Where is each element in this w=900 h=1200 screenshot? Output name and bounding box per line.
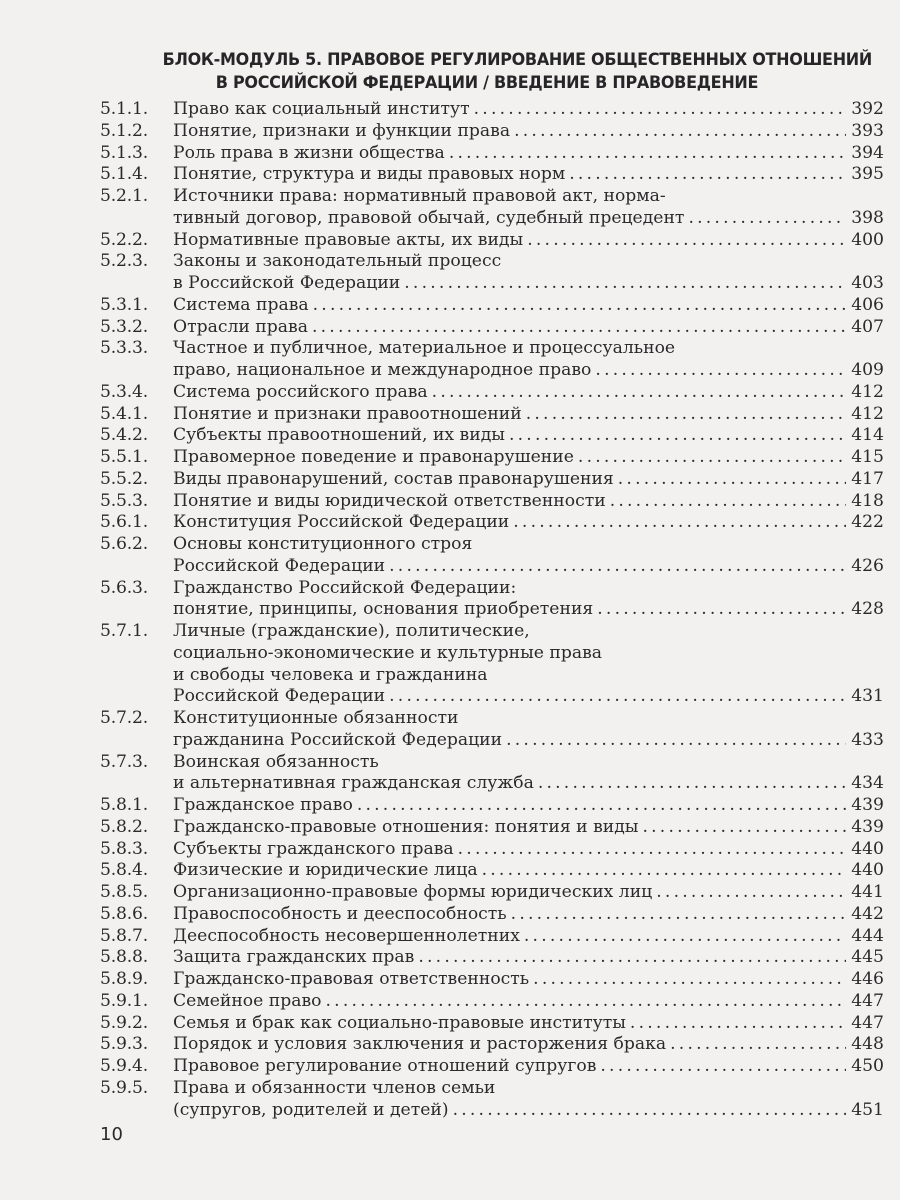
toc-entry-page: 434 xyxy=(851,773,884,794)
toc-entry[interactable] xyxy=(100,404,884,426)
dot-leader xyxy=(474,99,846,121)
toc-entry-page: 441 xyxy=(851,882,884,902)
dot-leader xyxy=(578,447,846,469)
toc-entry[interactable] xyxy=(100,904,884,926)
toc-entry-page: 428 xyxy=(851,599,884,620)
toc-entry-title-line: Гражданско-правовые отношения: понятия и виды xyxy=(173,816,639,837)
toc-entry-page: 445 xyxy=(851,947,884,968)
toc-entry-title xyxy=(173,621,884,708)
toc-entry-title-line: социально-экономические и культурные права xyxy=(173,642,603,663)
toc-entry-page: 426 xyxy=(851,555,884,576)
toc-entry-title-line: Гражданско-правовая ответственность xyxy=(173,969,530,989)
toc-entry[interactable] xyxy=(100,251,884,295)
toc-entry-number: 5.2.3. xyxy=(100,251,148,272)
toc-entry-page: 447 xyxy=(851,1012,884,1033)
toc-entry-title-line: в Российской Федерации xyxy=(173,273,401,293)
toc-entry-title-line: Отрасли права xyxy=(173,316,308,337)
toc-entry-title-line: Гражданство Российской Федерации: xyxy=(173,577,517,598)
toc-entry[interactable] xyxy=(100,317,884,339)
toc-entry[interactable] xyxy=(100,1078,884,1122)
dot-leader xyxy=(404,273,846,295)
dot-leader xyxy=(670,1034,846,1056)
toc-entry-title-line: тивный договор, правовой обычай, судебный прецедент xyxy=(173,207,685,228)
toc-entry-title-line: Личные (гражданские), политические, xyxy=(173,621,530,641)
toc-entry-page: 444 xyxy=(851,925,884,946)
toc-entry-page: 406 xyxy=(851,294,884,315)
toc-entry-page: 393 xyxy=(851,120,884,141)
toc-entry[interactable] xyxy=(100,164,884,186)
toc-entry-title xyxy=(173,425,884,447)
toc-entry[interactable] xyxy=(100,795,884,817)
toc-entry-number: 5.3.2. xyxy=(100,316,148,337)
toc-entry-number: 5.4.1. xyxy=(100,403,148,424)
toc-entry-title-line: Нормативные правовые акты, их виды xyxy=(173,229,524,250)
toc-entry-page: 398 xyxy=(851,207,884,228)
toc-entry-title xyxy=(173,882,884,904)
toc-entry[interactable] xyxy=(100,491,884,513)
dot-leader xyxy=(418,947,846,969)
dot-leader xyxy=(526,404,846,426)
toc-entry-number: 5.2.2. xyxy=(100,229,148,250)
dot-leader xyxy=(569,164,846,186)
toc-entry[interactable] xyxy=(100,121,884,143)
toc-entry-title xyxy=(173,817,884,839)
toc-entry-title-line: Источники права: нормативный правовой акт, норма- xyxy=(173,186,666,206)
toc-entry-number: 5.8.8. xyxy=(100,947,148,968)
toc-entry-title xyxy=(173,230,884,252)
toc-entry-number: 5.8.7. xyxy=(100,925,148,946)
dot-leader xyxy=(432,382,846,404)
toc-entry-title-line: Понятие, структура и виды правовых норм xyxy=(173,164,566,185)
toc-entry-title xyxy=(173,447,884,469)
toc-entry-number: 5.1.2. xyxy=(100,120,148,141)
toc-entry[interactable] xyxy=(100,382,884,404)
toc-entry-title xyxy=(173,534,884,578)
dot-leader xyxy=(527,230,846,252)
toc-entry-title-line: понятие, принципы, основания приобретения xyxy=(173,599,594,620)
dot-leader xyxy=(357,795,846,817)
dot-leader xyxy=(524,926,846,948)
toc-entry-title-line: Правомерное поведение и правонарушение xyxy=(173,447,574,467)
toc-entry-title xyxy=(173,251,884,295)
toc-entry-title-line: Система права xyxy=(173,294,309,315)
page-number: 10 xyxy=(100,1124,123,1145)
toc-entry[interactable] xyxy=(100,991,884,1013)
toc-entry-page: 400 xyxy=(851,229,884,250)
toc-entry[interactable] xyxy=(100,752,884,796)
toc-entry-page: 412 xyxy=(851,381,884,402)
toc-entry-title xyxy=(173,143,884,165)
toc-entry-title xyxy=(173,991,884,1013)
toc-entry-number: 5.9.3. xyxy=(100,1034,148,1055)
toc-entry-page: 417 xyxy=(851,468,884,489)
toc-entry-title xyxy=(173,795,884,817)
toc-entry-number: 5.8.1. xyxy=(100,795,148,815)
toc-entry-page: 407 xyxy=(851,316,884,337)
toc-entry[interactable] xyxy=(100,295,884,317)
toc-entry-title xyxy=(173,708,884,752)
toc-entry-page: 395 xyxy=(851,164,884,185)
toc-entry[interactable] xyxy=(100,708,884,752)
toc-entry-page: 415 xyxy=(851,447,884,467)
toc-entry-title-line: Понятие, признаки и функции права xyxy=(173,120,511,141)
toc-entry-number: 5.8.6. xyxy=(100,903,148,924)
toc-entry-page: 439 xyxy=(851,816,884,837)
toc-entry-number: 5.8.5. xyxy=(100,882,148,902)
toc-entry-title xyxy=(173,904,884,926)
toc-entry[interactable] xyxy=(100,839,884,861)
toc-entry-title-line: Понятие и признаки правоотношений xyxy=(173,403,522,424)
toc-entry-number: 5.4.2. xyxy=(100,425,148,446)
toc-entry-title-line: Права и обязанности членов семьи xyxy=(173,1077,496,1098)
toc-entry[interactable] xyxy=(100,1034,884,1056)
toc-entry[interactable] xyxy=(100,1056,884,1078)
toc-entry[interactable] xyxy=(100,469,884,491)
toc-entry-title-line: Право как социальный институт xyxy=(173,99,470,119)
toc-entry[interactable] xyxy=(100,947,884,969)
toc-entry-number: 5.7.2. xyxy=(100,708,148,728)
section-heading-line-2: В РОССИЙСКОЙ ФЕДЕРАЦИИ / ВВЕДЕНИЕ В ПРАВОВЕДЕНИЕ xyxy=(215,73,759,93)
toc-entry-page: 394 xyxy=(851,142,884,163)
toc-entry-title-line: Правоспособность и дееспособность xyxy=(173,903,507,924)
toc-entry[interactable] xyxy=(100,1013,884,1035)
toc-entry-number: 5.5.2. xyxy=(100,468,148,489)
toc-entry-page: 440 xyxy=(851,838,884,859)
toc-entry-number: 5.3.4. xyxy=(100,381,148,402)
dot-leader xyxy=(458,839,846,861)
dot-leader xyxy=(453,1100,846,1122)
toc-entry-title-line: и свободы человека и гражданина xyxy=(173,664,488,685)
dot-leader xyxy=(610,491,846,513)
toc-entry[interactable] xyxy=(100,186,884,230)
toc-entry[interactable] xyxy=(100,99,884,121)
toc-entry-title-line: гражданина Российской Федерации xyxy=(173,729,503,750)
toc-entry-page: 451 xyxy=(851,1099,884,1120)
toc-entry-page: 450 xyxy=(851,1056,884,1076)
toc-entry-page: 442 xyxy=(851,903,884,924)
dot-leader xyxy=(597,599,846,621)
dot-leader xyxy=(533,969,846,991)
toc-entry-title xyxy=(173,382,884,404)
toc-entry-number: 5.5.1. xyxy=(100,447,148,467)
toc-entry[interactable] xyxy=(100,882,884,904)
toc-entry-title-line: Основы конституционного строя xyxy=(173,534,473,554)
toc-entry-title xyxy=(173,317,884,339)
dot-leader xyxy=(630,1013,846,1035)
toc-entry[interactable] xyxy=(100,230,884,252)
toc-entry-title xyxy=(173,947,884,969)
toc-entry-title xyxy=(173,164,884,186)
toc-entry-title-line: Семейное право xyxy=(173,990,322,1011)
toc-entry[interactable] xyxy=(100,447,884,469)
toc-entry[interactable] xyxy=(100,534,884,578)
toc-entry[interactable] xyxy=(100,338,884,382)
toc-entry-page: 431 xyxy=(851,686,884,707)
dot-leader xyxy=(326,991,847,1013)
toc-entry-title-line: Система российского права xyxy=(173,381,428,402)
dot-leader xyxy=(509,425,846,447)
dot-leader xyxy=(595,360,846,382)
toc-entry-title xyxy=(173,512,884,534)
dot-leader xyxy=(506,730,846,752)
toc-entry-number: 5.6.2. xyxy=(100,534,148,554)
dot-leader xyxy=(514,121,846,143)
toc-entry-number: 5.7.1. xyxy=(100,621,148,641)
toc-entry-page: 409 xyxy=(851,360,884,380)
dot-leader xyxy=(642,817,846,839)
toc-entry-title xyxy=(173,1034,884,1056)
toc-entry-title xyxy=(173,295,884,317)
toc-entry-number: 5.9.5. xyxy=(100,1077,148,1098)
toc-entry-title-line: Виды правонарушений, состав правонарушения xyxy=(173,468,614,489)
toc-entry-number: 5.3.1. xyxy=(100,294,148,315)
dot-leader xyxy=(513,512,846,534)
toc-entry-title-line: Понятие и виды юридической ответственности xyxy=(173,490,606,511)
toc-entry-title xyxy=(173,578,884,622)
toc-entry-page: 414 xyxy=(851,425,884,446)
toc-entry-page: 392 xyxy=(851,99,884,119)
toc-entry-title-line: Субъекты гражданского права xyxy=(173,838,454,859)
dot-leader xyxy=(600,1056,846,1078)
toc-entry-title xyxy=(173,469,884,491)
toc-entry-title-line: Воинская обязанность xyxy=(173,751,379,772)
toc-entry-page: 403 xyxy=(851,273,884,293)
toc-entry-title-line: право, национальное и международное право xyxy=(173,360,592,380)
toc-entry[interactable] xyxy=(100,621,884,708)
toc-entry-page: 448 xyxy=(851,1034,884,1055)
dot-leader xyxy=(389,686,846,708)
toc-entry-page: 439 xyxy=(851,795,884,815)
toc-entry[interactable] xyxy=(100,143,884,165)
toc-entry-number: 5.9.1. xyxy=(100,990,148,1011)
toc-entry-title-line: Законы и законодательный процесс xyxy=(173,251,502,272)
toc-entry-number: 5.1.1. xyxy=(100,99,148,119)
toc-entry-title xyxy=(173,99,884,121)
toc-entry-title-line: и альтернативная гражданская служба xyxy=(173,773,534,794)
toc-entry-number: 5.9.4. xyxy=(100,1056,148,1076)
toc-entry-number: 5.8.9. xyxy=(100,969,148,989)
toc-entry-number: 5.8.2. xyxy=(100,816,148,837)
dot-leader xyxy=(389,556,846,578)
toc-entry-title-line: Гражданское право xyxy=(173,795,353,815)
dot-leader xyxy=(312,317,846,339)
toc-entry-title-line: Российской Федерации xyxy=(173,555,386,576)
toc-entry-title xyxy=(173,752,884,796)
toc-entry-title-line: Дееспособность несовершеннолетних xyxy=(173,925,520,946)
dot-leader xyxy=(313,295,846,317)
toc-entry-title-line: Конституционные обязанности xyxy=(173,708,459,728)
dot-leader xyxy=(538,773,846,795)
toc-entry-page: 446 xyxy=(851,969,884,989)
toc-entry-page: 447 xyxy=(851,990,884,1011)
toc-entry-title-line: (супругов, родителей и детей) xyxy=(173,1099,449,1120)
toc-entry-title-line: Правовое регулирование отношений супругов xyxy=(173,1056,597,1076)
toc-entry-title xyxy=(173,926,884,948)
toc-entry-title xyxy=(173,338,884,382)
dot-leader xyxy=(656,882,846,904)
toc-entry-number: 5.3.3. xyxy=(100,338,148,359)
toc-entry-number: 5.9.2. xyxy=(100,1012,148,1033)
toc-entry-title xyxy=(173,1078,884,1122)
dot-leader xyxy=(688,208,846,230)
toc-entry-title-line: Защита гражданских прав xyxy=(173,947,415,968)
toc-entry-number: 5.2.1. xyxy=(100,186,148,206)
toc-entry-title-line: Организационно-правовые формы юридических лиц xyxy=(173,882,653,902)
toc-entry-title xyxy=(173,1056,884,1078)
toc-entry[interactable] xyxy=(100,926,884,948)
dot-leader xyxy=(511,904,846,926)
toc-entry-number: 5.5.3. xyxy=(100,490,148,511)
toc-entry-page: 422 xyxy=(851,512,884,533)
toc-entry-number: 5.7.3. xyxy=(100,751,148,772)
toc-entry-title xyxy=(173,969,884,991)
toc-entry-title-line: Семья и брак как социально-правовые институты xyxy=(173,1012,626,1033)
toc-entry[interactable] xyxy=(100,425,884,447)
toc-entry-number: 5.8.4. xyxy=(100,860,148,881)
dot-leader xyxy=(449,143,846,165)
toc-entry-number: 5.1.3. xyxy=(100,142,148,163)
toc-entry-page: 418 xyxy=(851,490,884,511)
dot-leader xyxy=(482,860,846,882)
toc-entry-title xyxy=(173,121,884,143)
section-heading xyxy=(135,49,872,95)
toc-entry[interactable] xyxy=(100,860,884,882)
toc-entry-title-line: Российской Федерации xyxy=(173,686,386,707)
toc-entry-page: 412 xyxy=(851,403,884,424)
toc-entry-title-line: Роль права в жизни общества xyxy=(173,142,445,163)
toc-entry-page: 433 xyxy=(851,729,884,750)
toc-entry-title xyxy=(173,404,884,426)
toc-entry-title-line: Субъекты правоотношений, их виды xyxy=(173,425,505,446)
toc-entry-title xyxy=(173,1013,884,1035)
toc-entry-number: 5.8.3. xyxy=(100,838,148,859)
toc-entry-title-line: Физические и юридические лица xyxy=(173,860,478,881)
toc-entry-title xyxy=(173,186,884,230)
toc-entry-title xyxy=(173,860,884,882)
toc-entry-title-line: Частное и публичное, материальное и процессуальное xyxy=(173,338,676,359)
dot-leader xyxy=(618,469,846,491)
table-of-contents xyxy=(100,99,884,1121)
toc-entry-title-line: Порядок и условия заключения и расторжения брака xyxy=(173,1034,667,1055)
toc-entry[interactable] xyxy=(100,512,884,534)
toc-entry[interactable] xyxy=(100,817,884,839)
toc-entry[interactable] xyxy=(100,578,884,622)
toc-entry-number: 5.6.3. xyxy=(100,577,148,598)
toc-entry-number: 5.1.4. xyxy=(100,164,148,185)
toc-entry[interactable] xyxy=(100,969,884,991)
toc-entry-number: 5.6.1. xyxy=(100,512,148,533)
toc-entry-title xyxy=(173,839,884,861)
toc-entry-title xyxy=(173,491,884,513)
section-heading-line-1: БЛОК-МОДУЛЬ 5. ПРАВОВОЕ РЕГУЛИРОВАНИЕ ОБЩЕСТВЕННЫХ ОТНОШЕНИЙ xyxy=(162,50,872,70)
toc-entry-page: 440 xyxy=(851,860,884,881)
toc-entry-title-line: Конституция Российской Федерации xyxy=(173,512,510,533)
